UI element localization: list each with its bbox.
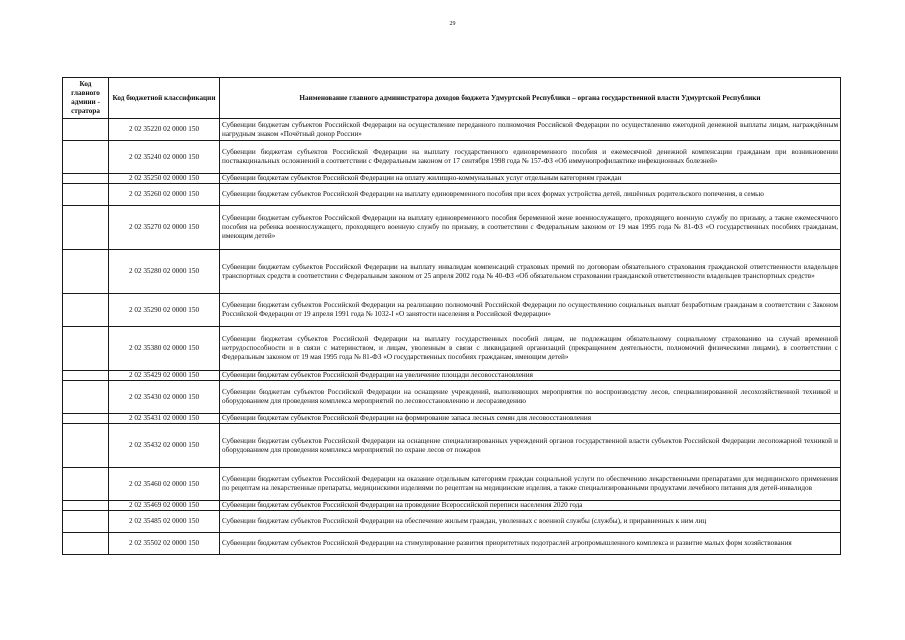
- header-administrator-name: Наименование главного администратора доходов бюджета Удмуртской Республики – органа государственной власти Удмуртской Республики: [220, 78, 841, 119]
- header-budget-code: Код бюджетной классификации: [109, 78, 220, 119]
- budget-code-cell: 2 02 35380 02 0000 150: [109, 327, 220, 371]
- admin-code-cell: [63, 141, 109, 174]
- revenue-administrators-table: [62, 77, 841, 555]
- revenue-name-cell: Субвенции бюджетам субъектов Российской Федерации на оснащение учреждений, выполняющих мероприятия по воспроизводству лесов, специализированной лесохозяйственной техникой и оборудованием для проведения комплекса мероприятий по лесовосстановлению и лесоразведению: [220, 381, 841, 414]
- budget-code-cell: 2 02 35460 02 0000 150: [109, 468, 220, 501]
- admin-code-cell: [63, 371, 109, 381]
- header-admin-code: Код главного админи - стратора: [63, 78, 109, 119]
- table-row: [63, 184, 841, 206]
- table-row: [63, 119, 841, 141]
- revenue-name-cell: Субвенции бюджетам субъектов Российской Федерации на выплату единовременного пособия при всех формах устройства детей, лишённых родительского попечения, в семью: [220, 184, 841, 206]
- revenue-name-cell: Субвенции бюджетам субъектов Российской Федерации на обеспечение жильем граждан, уволенных с военной службы (службы), и приравненных к ним лиц: [220, 511, 841, 533]
- admin-code-cell: [63, 501, 109, 511]
- table-row: [63, 424, 841, 468]
- admin-code-cell: [63, 327, 109, 371]
- table-row: [63, 174, 841, 184]
- admin-code-cell: [63, 381, 109, 414]
- admin-code-cell: [63, 424, 109, 468]
- admin-code-cell: [63, 294, 109, 327]
- budget-code-cell: 2 02 35250 02 0000 150: [109, 174, 220, 184]
- budget-code-cell: 2 02 35432 02 0000 150: [109, 424, 220, 468]
- table-row: [63, 294, 841, 327]
- budget-code-cell: 2 02 35220 02 0000 150: [109, 119, 220, 141]
- budget-code-cell: 2 02 35469 02 0000 150: [109, 501, 220, 511]
- table-row: [63, 511, 841, 533]
- table-row: [63, 371, 841, 381]
- admin-code-cell: [63, 174, 109, 184]
- budget-code-cell: 2 02 35431 02 0000 150: [109, 414, 220, 424]
- page-number: 29: [449, 21, 456, 27]
- table-row: [63, 381, 841, 414]
- revenue-name-cell: Субвенции бюджетам субъектов Российской Федерации на оплату жилищно-коммунальных услуг отдельным категориям граждан: [220, 174, 841, 184]
- revenue-name-cell: Субвенции бюджетам субъектов Российской Федерации на выплату инвалидам компенсаций страховых премий по договорам обязательного страхования гражданской ответственности владельцев транспортных средств в соответствии с Федеральным законом от 25 апреля 2002 года № 40-ФЗ «Об обязательном страховании гражданской ответственности владельцев транспортных средств»: [220, 250, 841, 294]
- table-row: [63, 468, 841, 501]
- revenue-name-cell: Субвенции бюджетам субъектов Российской Федерации на осуществление переданного полномочия Российской Федерации по осуществлению ежегодной денежной выплаты лицам, награждённым нагрудным знаком «Почётный донор России»: [220, 119, 841, 141]
- table-row: [63, 533, 841, 555]
- admin-code-cell: [63, 119, 109, 141]
- budget-code-cell: 2 02 35270 02 0000 150: [109, 206, 220, 250]
- budget-code-cell: 2 02 35485 02 0000 150: [109, 511, 220, 533]
- table-body: [63, 119, 841, 555]
- budget-code-cell: 2 02 35290 02 0000 150: [109, 294, 220, 327]
- budget-code-cell: 2 02 35260 02 0000 150: [109, 184, 220, 206]
- table-row: [63, 501, 841, 511]
- revenue-name-cell: Субвенции бюджетам субъектов Российской Федерации на оказание отдельным категориям граждан социальной услуги по обеспечению лекарственными препаратами для медицинского применения по рецептам на лекарственные препараты, медицинскими изделиями по рецептам на медицинские изделия, а также специализированными продуктами лечебного питания для детей-инвалидов: [220, 468, 841, 501]
- admin-code-cell: [63, 206, 109, 250]
- revenue-name-cell: Субвенции бюджетам субъектов Российской Федерации на выплату единовременного пособия беременной жене военнослужащего, проходящего военную службу по призыву, а также ежемесячного пособия на ребенка военнослужащего, проходящего военную службу по призыву, в соответствии с Федеральным законом от 19 мая 1995 года № 81-ФЗ «О государственных пособиях гражданам, имеющим детей»: [220, 206, 841, 250]
- table-row: [63, 206, 841, 250]
- table-row: [63, 141, 841, 174]
- budget-code-cell: 2 02 35429 02 0000 150: [109, 371, 220, 381]
- admin-code-cell: [63, 533, 109, 555]
- budget-code-cell: 2 02 35430 02 0000 150: [109, 381, 220, 414]
- admin-code-cell: [63, 184, 109, 206]
- admin-code-cell: [63, 511, 109, 533]
- admin-code-cell: [63, 414, 109, 424]
- revenue-name-cell: Субвенции бюджетам субъектов Российской Федерации на выплату государственного единовременного пособия и ежемесячной денежной компенсации гражданам при возникновении поствакцинальных осложнений в соответствии с Федеральным законом от 17 сентября 1998 года № 157-ФЗ «Об иммунопрофилактике инфекционных болезней»: [220, 141, 841, 174]
- revenue-name-cell: Субвенции бюджетам субъектов Российской Федерации на выплату государственных пособий лицам, не подлежащим обязательному социальному страхованию на случай временной нетрудоспособности и в связи с материнством, и лицам, уволенным в связи с ликвидацией организаций (прекращением деятельности, полномочий физическими лицами), в соответствии с Федеральным законом от 19 мая 1995 года № 81-ФЗ «О государственных пособиях гражданам, имеющим детей»: [220, 327, 841, 371]
- budget-code-cell: 2 02 35502 02 0000 150: [109, 533, 220, 555]
- revenue-name-cell: Субвенции бюджетам субъектов Российской Федерации на проведение Всероссийской переписи населения 2020 года: [220, 501, 841, 511]
- table-row: [63, 327, 841, 371]
- budget-code-cell: 2 02 35280 02 0000 150: [109, 250, 220, 294]
- revenue-name-cell: Субвенции бюджетам субъектов Российской Федерации на стимулирование развития приоритетных подотраслей агропромышленного комплекса и развитие малых форм хозяйствования: [220, 533, 841, 555]
- admin-code-cell: [63, 468, 109, 501]
- table-row: [63, 250, 841, 294]
- revenue-name-cell: Субвенции бюджетам субъектов Российской Федерации на увеличение площади лесовосстановления: [220, 371, 841, 381]
- table-row: [63, 414, 841, 424]
- budget-code-cell: 2 02 35240 02 0000 150: [109, 141, 220, 174]
- revenue-name-cell: Субвенции бюджетам субъектов Российской Федерации на формирование запаса лесных семян для лесовосстановления: [220, 414, 841, 424]
- revenue-name-cell: Субвенции бюджетам субъектов Российской Федерации на оснащение специализированных учреждений органов государственной власти субъектов Российской Федерации лесопожарной техникой и оборудованием для проведения комплекса мероприятий по охране лесов от пожаров: [220, 424, 841, 468]
- revenue-name-cell: Субвенции бюджетам субъектов Российской Федерации на реализацию полномочий Российской Федерации по осуществлению социальных выплат безработным гражданам в соответствии с Законом Российской Федерации от 19 апреля 1991 года № 1032-I «О занятости населения в Российской Федерации»: [220, 294, 841, 327]
- table-header-row: [63, 78, 841, 119]
- admin-code-cell: [63, 250, 109, 294]
